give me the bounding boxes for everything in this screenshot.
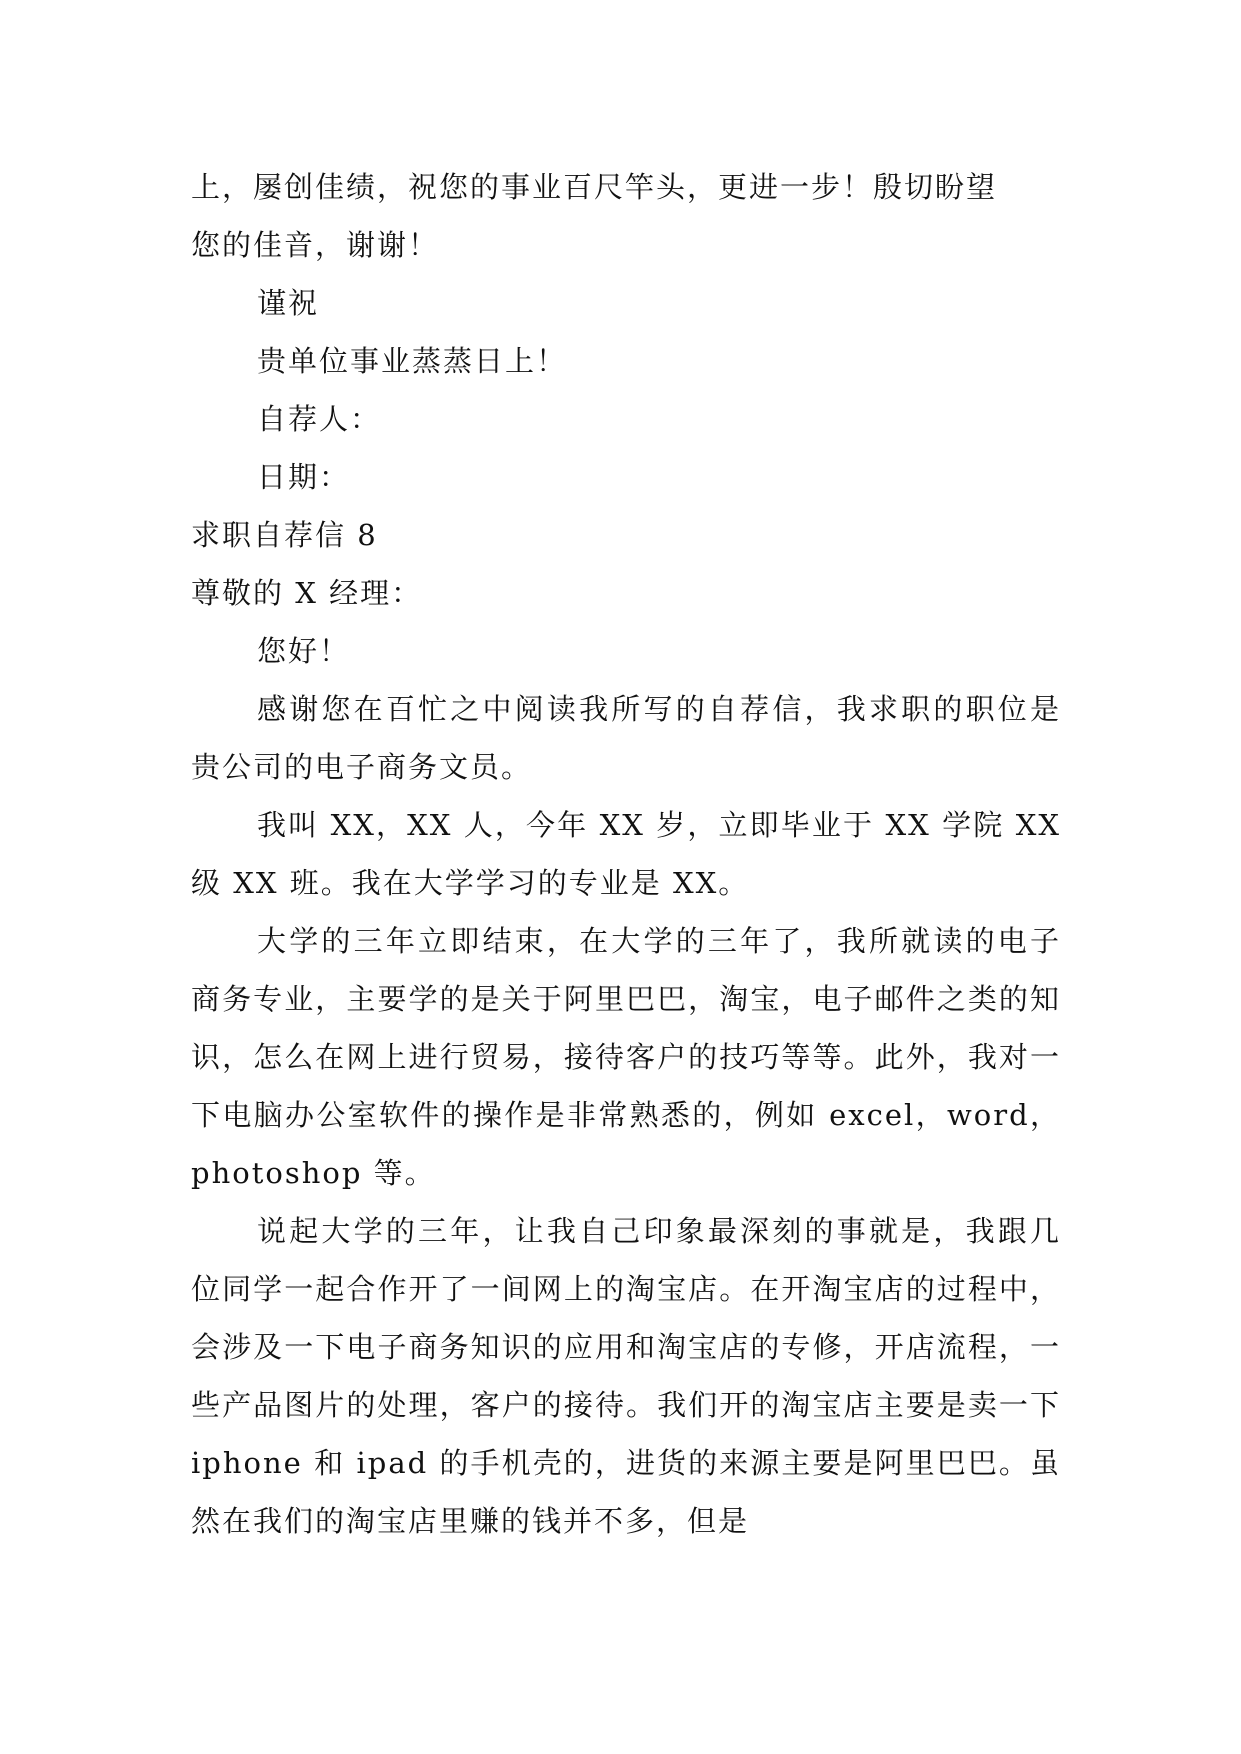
paragraph-education: 大学的三年立即结束，在大学的三年了，我所就读的电子商务专业，主要学的是关于阿里巴巴，淘宝，电子邮件之类的知识，怎么在网上进行贸易，接待客户的技巧等等。此外，我对一下电脑办公室软件的操作是非常熟悉的，例如 excel，word，photoshop 等。 (191, 924, 1061, 1190)
greeting: 尊敬的 X 经理： (191, 576, 423, 610)
paragraph-experience: 说起大学的三年，让我自己印象最深刻的事就是，我跟几位同学一起合作开了一间网上的淘宝店。在开淘宝店的过程中，会涉及一下电子商务知识的应用和淘宝店的专修，开店流程，一些产品图片的处理，客户的接待。我们开的淘宝店主要是卖一下 iphone 和 ipad 的手机壳的，进货的来源主要是阿里巴巴。虽然在我们的淘宝店里赚的钱并不多，但是 (191, 1214, 1061, 1538)
text-line: 上，屡创佳绩，祝您的事业百尺竿头，更进一步！殷切盼望 (191, 170, 998, 204)
closing-salutation: 谨祝 (257, 286, 320, 320)
greeting-hello: 您好！ (257, 634, 351, 668)
text-line: 您的佳音，谢谢！ (191, 228, 440, 262)
section-title: 求职自荐信 8 (191, 518, 378, 552)
paragraph-intro: 感谢您在百忙之中阅读我所写的自荐信，我求职的职位是贵公司的电子商务文员。 (191, 692, 1061, 784)
closing-wish: 贵单位事业蒸蒸日上！ (257, 344, 568, 378)
paragraph-personal-info: 我叫 XX，XX 人，今年 XX 岁，立即毕业于 XX 学院 XX 级 XX 班。我在大学学习的专业是 XX。 (191, 808, 1061, 900)
document-body (191, 158, 1061, 1550)
date-label: 日期： (257, 460, 351, 494)
signature-label: 自荐人： (257, 402, 382, 436)
